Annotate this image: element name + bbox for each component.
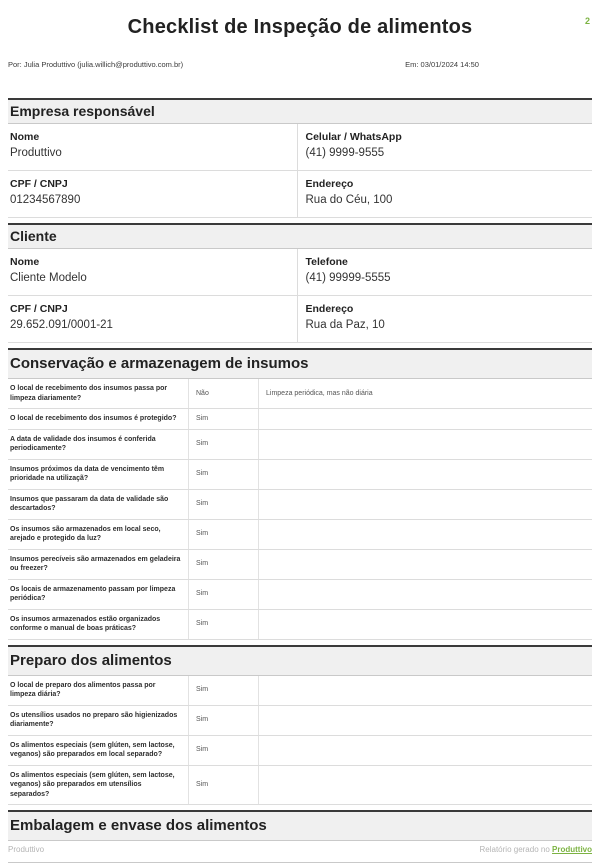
checklist-observation [258,550,592,579]
field-label: CPF / CNPJ [10,303,68,315]
field-value: (41) 99999-5555 [305,272,391,284]
field-label: Nome [10,131,40,143]
checklist-observation [258,766,592,805]
checklist-question: A data de validade dos insumos é conferida periodicamente? [10,435,156,452]
info-cell [8,296,297,342]
info-row [8,296,592,343]
field-label: CPF / CNPJ [10,178,68,190]
author-line: Por: Julia Produttivo (julia.willich@produttivo.com.br) [8,60,184,69]
checklist-answer: Sim [188,736,258,765]
info-section [8,223,592,343]
info-cell [8,249,297,295]
field-value: Produttivo [10,147,62,159]
checklist-row [8,580,592,610]
checklist-row [8,460,592,490]
checklist-observation [258,490,592,519]
checklist-row [8,676,592,706]
info-cell [8,124,297,170]
checklist-observation [258,736,592,765]
section-title: Embalagem e envase dos alimentos [8,810,592,841]
footer-produttivo-link[interactable]: Produttivo [552,845,592,854]
checklist-observation [258,580,592,609]
report-footer [8,845,592,854]
checklist-observation [258,706,592,735]
field-label: Telefone [305,256,348,268]
info-section [8,98,592,218]
info-cell [297,124,593,170]
section-title: Cliente [8,223,592,249]
checklist-row [8,736,592,766]
field-value: 29.652.091/0001-21 [10,319,113,331]
info-cell [297,296,593,342]
page-number: 2 [584,16,590,26]
field-label: Endereço [305,178,354,190]
field-label: Endereço [305,303,354,315]
checklist-section [8,810,592,863]
info-rows [8,249,592,343]
info-row [8,249,592,296]
checklist-question: O local de preparo dos alimentos passa por limpeza diária? [10,681,156,698]
checklist-question: Insumos próximos da data de vencimento têm prioridade na utilizaçã? [10,465,165,482]
checklist-answer: Sim [188,610,258,639]
field-label: Nome [10,256,40,268]
checklist-answer: Sim [188,490,258,519]
checklist-question: Os insumos são armazenados em local seco, arejado e protegido da luz? [10,525,161,542]
section-title: Conservação e armazenagem de insumos [8,348,592,379]
checklist-observation: Limpeza periódica, mas não diária [258,379,592,408]
info-rows [8,124,592,218]
info-row [8,171,592,218]
checklist-answer: Sim [188,520,258,549]
checklist-observation [258,430,592,459]
checklist-question: Insumos perecíveis são armazenados em geladeira ou freezer? [10,555,181,572]
checklist-answer: Sim [188,766,258,805]
checklist-question: Os locais de armazenamento passam por limpeza periódica? [10,585,176,602]
checklist-row [8,706,592,736]
date-line: Em: 03/01/2024 14:50 [405,60,479,69]
checklist-answer: Sim [188,550,258,579]
info-cell [297,171,593,217]
footer-brand: Produttivo [8,845,45,854]
info-row [8,124,592,171]
checklist-question: O local de recebimento dos insumos passa por limpeza diariamente? [10,385,168,402]
checklist-answer: Não [188,379,258,408]
checklist-rows [8,379,592,640]
checklist-rows [8,676,592,806]
report-meta [8,60,592,69]
checklist-observation [258,460,592,489]
page-title: Checklist de Inspeção de alimentos [127,16,473,38]
checklist-row [8,520,592,550]
footer-generated-prefix: Relatório gerado no [479,845,552,854]
checklist-section [8,645,592,806]
checklist-question: Os utensílios usados no preparo são higienizados diariamente? [10,711,178,728]
checklist-row [8,379,592,409]
field-value: Rua do Céu, 100 [305,194,393,206]
field-value: 01234567890 [10,194,81,206]
footer-generated-text [480,845,593,854]
checklist-answer: Sim [188,409,258,429]
checklist-row [8,550,592,580]
checklist-sections [8,348,592,863]
checklist-question: O local de recebimento dos insumos é protegido? [10,415,177,422]
field-value: Cliente Modelo [10,272,87,284]
checklist-answer: Sim [188,460,258,489]
checklist-observation [258,409,592,429]
field-value: (41) 9999-9555 [305,147,385,159]
field-value: Rua da Paz, 10 [305,319,385,331]
info-cell [8,171,297,217]
checklist-row [8,430,592,460]
checklist-observation [258,520,592,549]
checklist-answer: Sim [188,430,258,459]
checklist-row [8,610,592,640]
section-title: Empresa responsável [8,98,592,124]
info-cell [297,249,593,295]
checklist-observation [258,676,592,705]
checklist-row [8,766,592,806]
checklist-observation [258,610,592,639]
info-sections [8,98,592,343]
checklist-question: Insumos que passaram da data de validade são descartados? [10,495,169,512]
checklist-row [8,409,592,430]
checklist-question: Os insumos armazenados estão organizados conforme o manual de boas práticas? [10,615,161,632]
checklist-answer: Sim [188,676,258,705]
checklist-answer: Sim [188,706,258,735]
checklist-row [8,490,592,520]
checklist-question: Os alimentos especiais (sem glúten, sem lactose, veganos) são preparados em utensílios separados? [10,771,175,798]
checklist-answer: Sim [188,580,258,609]
checklist-section [8,348,592,640]
field-label: Celular / WhatsApp [305,131,402,143]
checklist-question: Os alimentos especiais (sem glúten, sem lactose, veganos) são preparados em local separado? [10,741,175,758]
section-title: Preparo dos alimentos [8,645,592,676]
